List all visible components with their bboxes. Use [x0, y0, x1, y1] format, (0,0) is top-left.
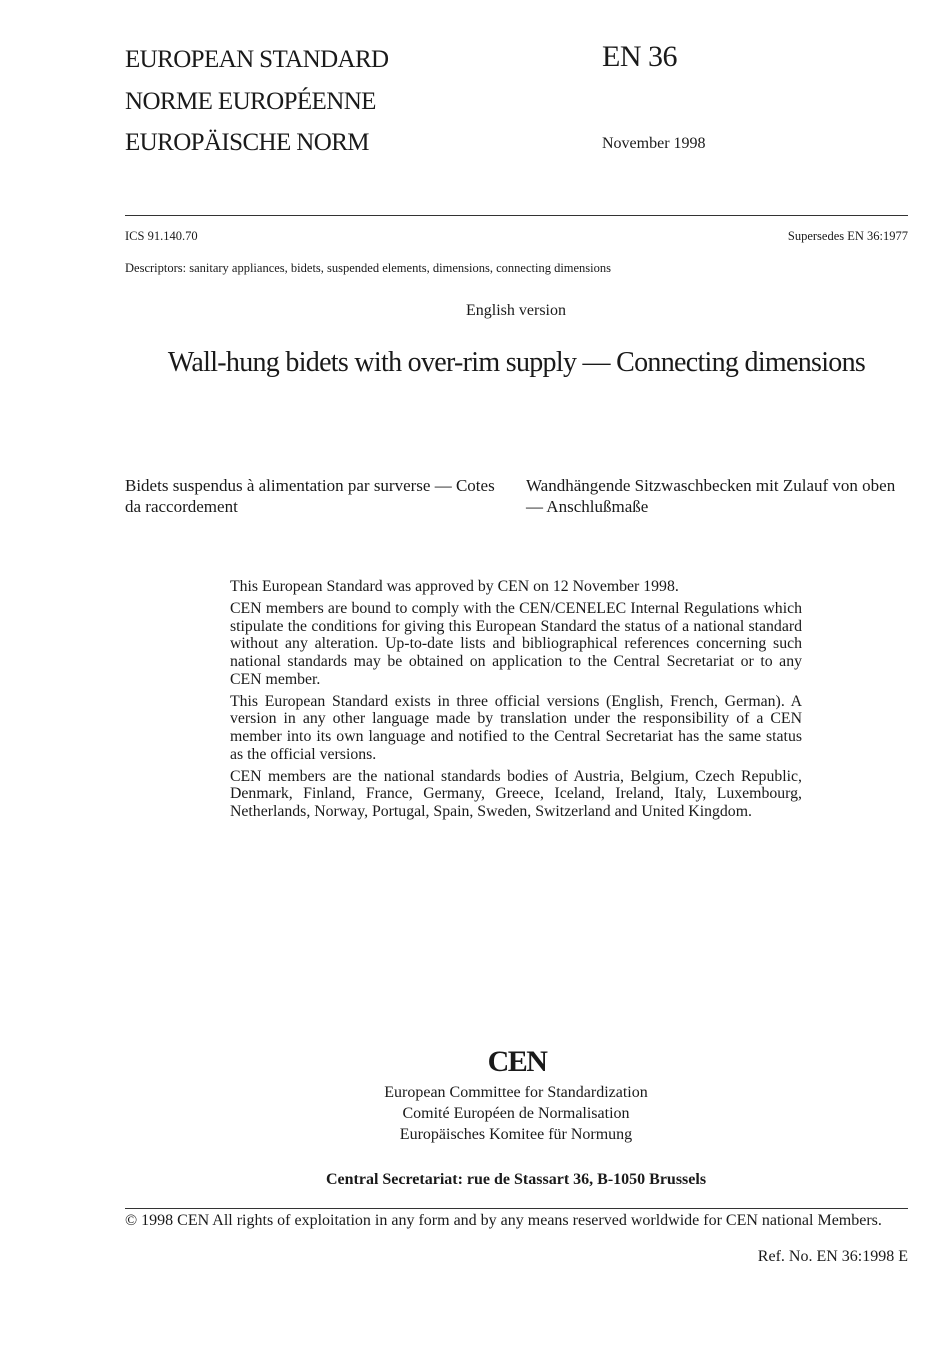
committee-name-german: Europäisches Komitee für Normung [399, 1126, 633, 1143]
german-title: Wandhängende Sitzwaschbecken mit Zulauf von oben — Anschlußmaße [526, 476, 896, 516]
committee-name-french: Comité Européen de Normalisation [402, 1105, 630, 1122]
central-secretariat-address: Central Secretariat: rue de Stassart 36, B-1050 Brussels [325, 1171, 707, 1188]
cen-logo: CEN [487, 1045, 547, 1078]
approval-paragraph: This European Standard was approved by CEN on 12 November 1998. [230, 578, 679, 595]
bottom-divider [125, 1208, 908, 1209]
publication-date: November 1998 [602, 135, 706, 152]
document-title: Wall-hung bidets with over-rim supply — Connecting dimensions [167, 347, 866, 378]
french-title: Bidets suspendus à alimentation par surverse — Cotes da raccordement [125, 476, 495, 516]
reference-number: Ref. No. EN 36:1998 E [757, 1248, 908, 1265]
standard-title-french: NORME EUROPÉENNE [125, 88, 376, 115]
standard-title-english: EUROPEAN STANDARD [125, 46, 389, 73]
top-divider [125, 215, 908, 216]
supersedes-note: Supersedes EN 36:1977 [787, 229, 908, 243]
copyright-notice: © 1998 CEN All rights of exploitation in any form and by any means reserved worldwide for CEN national Members. [125, 1212, 882, 1229]
members-paragraph: CEN members are the national standards bodies of Austria, Belgium, Czech Republic, Denmark, Finland, France, Germany, Greece, Iceland, Ireland, Italy, Luxembourg, Netherlands, Norway, Portugal, Spain, Sweden, Switzerland and United Kingdom. [230, 767, 802, 820]
standard-title-german: EUROPÄISCHE NORM [125, 129, 369, 156]
approval-text-block [230, 578, 802, 825]
ics-code: ICS 91.140.70 [125, 229, 198, 243]
committee-name-english: European Committee for Standardization [384, 1084, 648, 1101]
descriptors: Descriptors: sanitary appliances, bidets, suspended elements, dimensions, connecting dimensions [125, 261, 612, 275]
standard-number: EN 36 [602, 40, 677, 73]
language-version: English version [466, 302, 566, 319]
versions-paragraph: This European Standard exists in three official versions (English, French, German). A version in any other language made by translation under the responsibility of a CEN member into its own language and notified to the Central Secretariat has the same status as the official versions. [230, 692, 802, 763]
compliance-paragraph: CEN members are bound to comply with the CEN/CENELEC Internal Regulations which stipulate the conditions for giving this European Standard the status of a national standard without any alteration. Up-to-date lists and bibliographical references concerning such national standards may be obtained on application to the Central Secretariat or to any CEN member. [230, 600, 802, 688]
